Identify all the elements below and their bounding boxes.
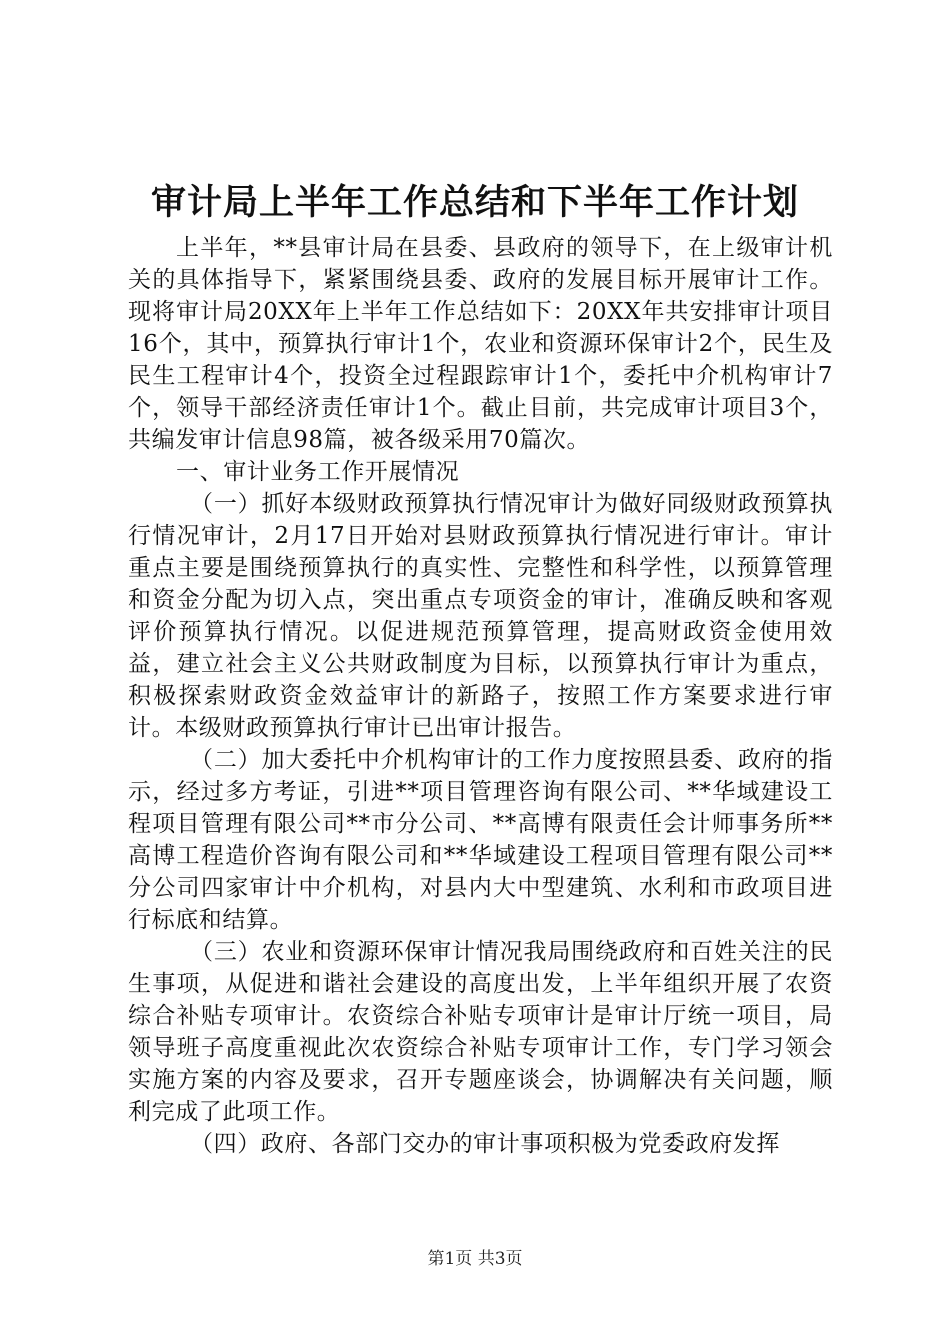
document-title: 审计局上半年工作总结和下半年工作计划 (150, 182, 799, 223)
page-number-footer: 第1页 共3页 (427, 1249, 523, 1269)
subsection-paragraph-2: （二）加大委托中介机构审计的工作力度按照县委、政府的指示，经过多方考证，引进**项目管理咨询有限公司、**华域建设工程项目管理有限公司**市分公司、**高博有限责任会计师事务所**高博工程造价咨询有限公司和**华域建设工程项目管理有限公司**分公司四家审计中介机构，对县内大中型建筑、水利和市政项目进行标底和结算。 (128, 747, 833, 933)
document-body (128, 232, 833, 1160)
subsection-paragraph-4: （四）政府、各部门交办的审计事项积极为党委政府发挥 (190, 1131, 780, 1157)
section-heading: 一、审计业务工作开展情况 (176, 459, 460, 485)
subsection-paragraph-1: （一）抓好本级财政预算执行情况审计为做好同级财政预算执行情况审计，2月17日开始对县财政预算执行情况进行审计。审计重点主要是围绕预算执行的真实性、完整性和科学性，以预算管理和资金分配为切入点，突出重点专项资金的审计，准确反映和客观评价预算执行情况。以促进规范预算管理，提高财政资金使用效益，建立社会主义公共财政制度为目标，以预算执行审计为重点，积极探索财政资金效益审计的新路子，按照工作方案要求进行审计。本级财政预算执行审计已出审计报告。 (128, 491, 833, 741)
subsection-paragraph-3: （三）农业和资源环保审计情况我局围绕政府和百姓关注的民生事项，从促进和谐社会建设的高度出发，上半年组织开展了农资综合补贴专项审计。农资综合补贴专项审计是审计厅统一项目，局领导班子高度重视此次农资综合补贴专项审计工作，专门学习领会实施方案的内容及要求，召开专题座谈会，协调解决有关问题，顺利完成了此项工作。 (128, 939, 833, 1125)
intro-paragraph: 上半年，**县审计局在县委、县政府的领导下，在上级审计机关的具体指导下，紧紧围绕县委、政府的发展目标开展审计工作。现将审计局20XX年上半年工作总结如下：20XX年共安排审计项目16个，其中，预算执行审计1个，农业和资源环保审计2个，民生及民生工程审计4个，投资全过程跟踪审计1个，委托中介机构审计7个，领导干部经济责任审计1个。截止目前，共完成审计项目3个，共编发审计信息98篇，被各级采用70篇次。 (128, 235, 833, 453)
